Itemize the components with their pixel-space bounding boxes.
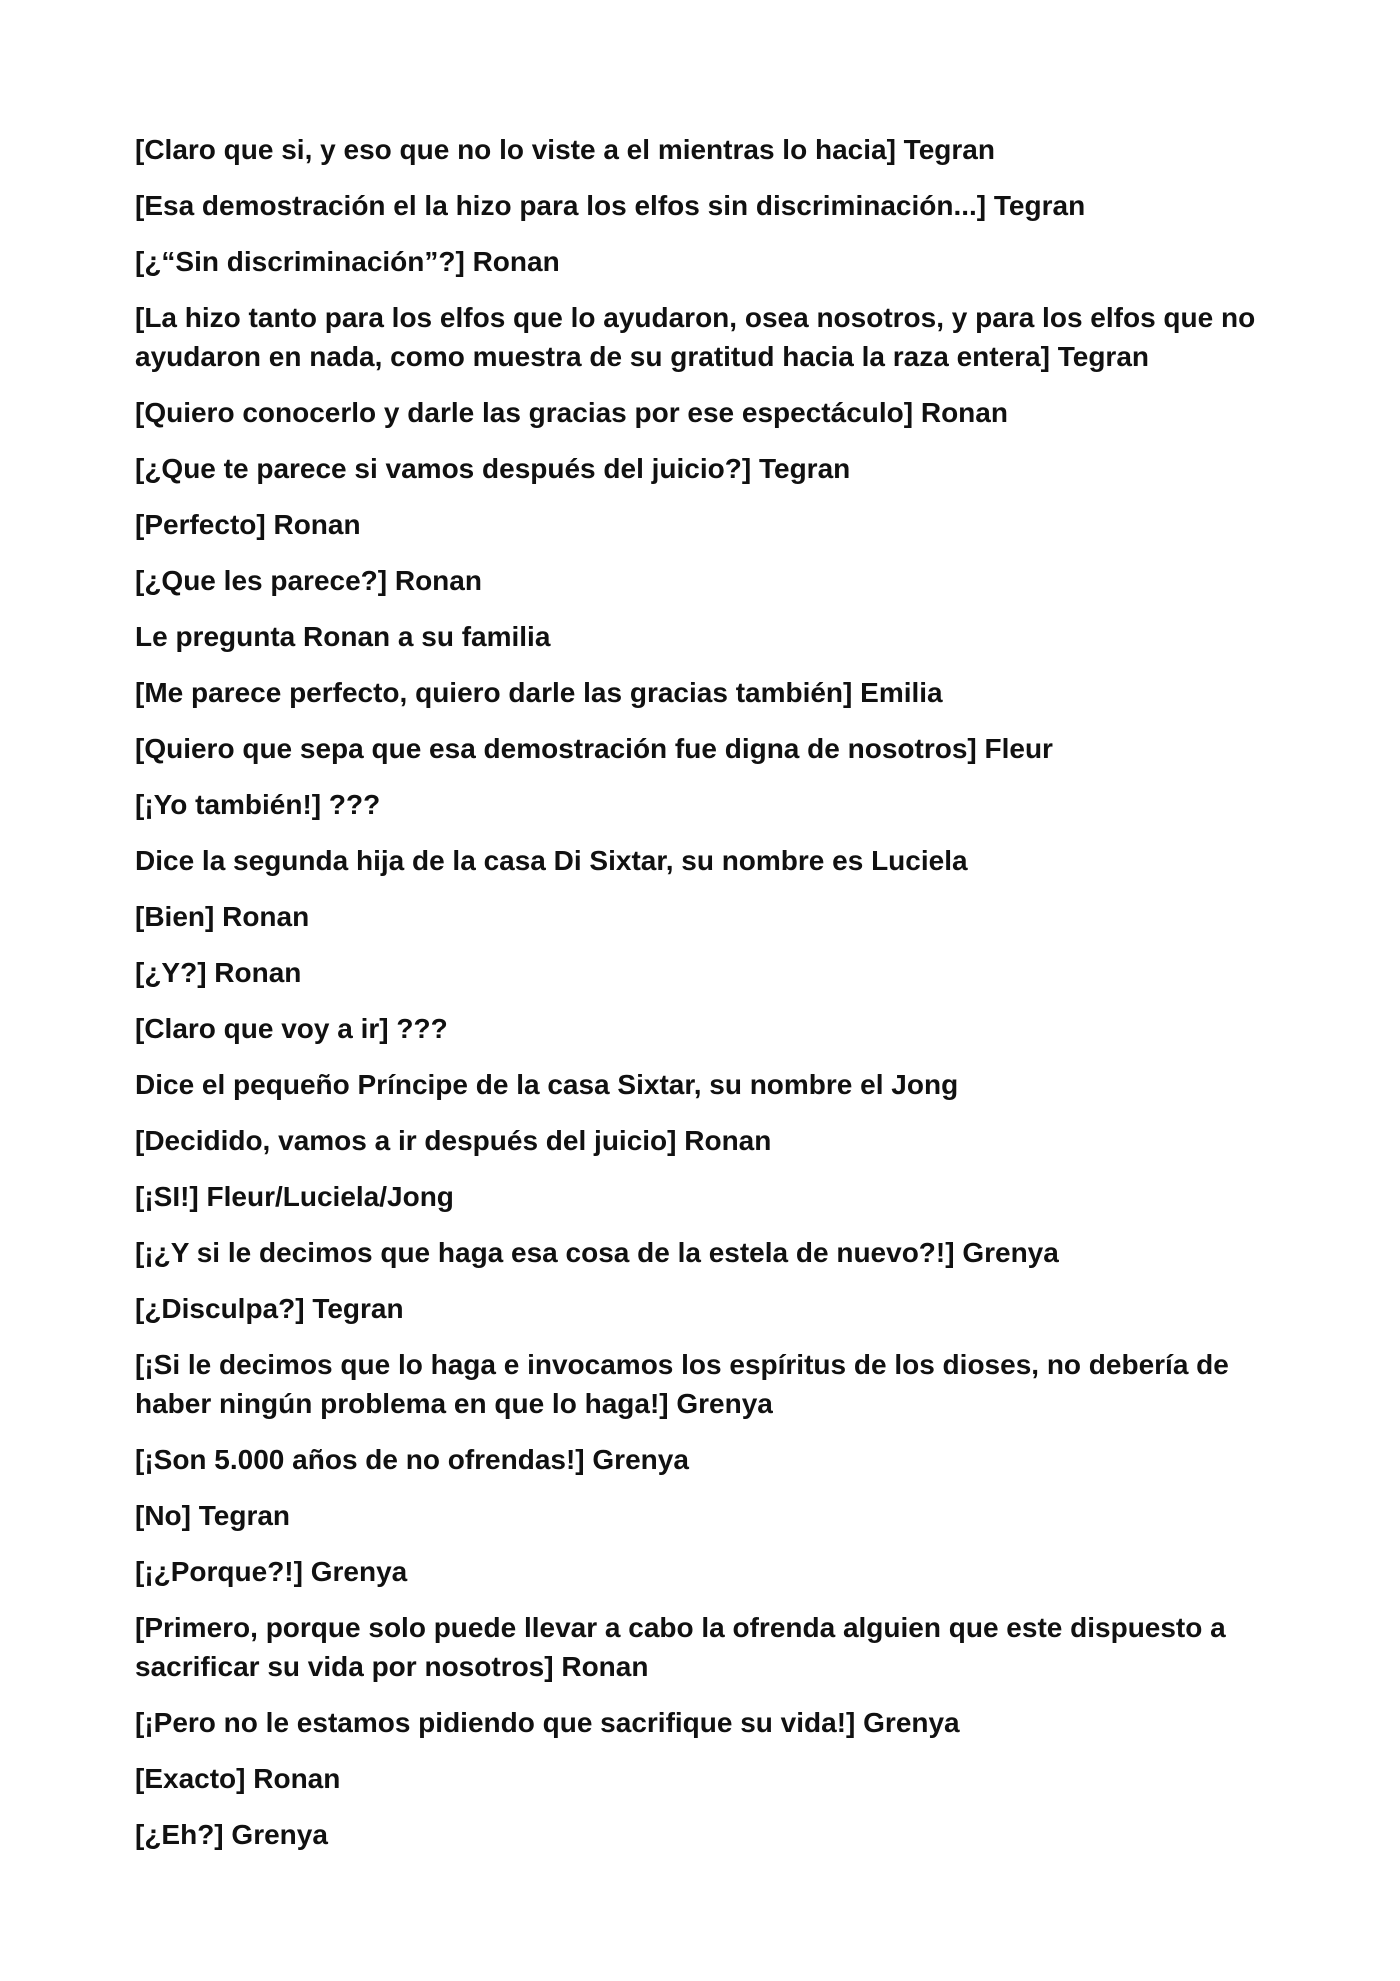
text-line: [No] Tegran — [135, 1500, 291, 1531]
text-line: [¡SI!] Fleur/Luciela/Jong — [135, 1181, 454, 1212]
text-line: [¿Y?] Ronan — [135, 957, 302, 988]
text-line: [Claro que si, y eso que no lo viste a el mientras lo hacia] Tegran — [135, 134, 995, 165]
text-line: [¿Que les parece?] Ronan — [135, 565, 482, 596]
text-line: [¿Que te parece si vamos después del juicio?] Tegran — [135, 453, 851, 484]
text-line: [Claro que voy a ir] ??? — [135, 1013, 448, 1044]
text-line: Dice el pequeño Príncipe de la casa Sixtar, su nombre el Jong — [135, 1069, 959, 1100]
dialogue-text — [135, 130, 1270, 1871]
text-line: [Me parece perfecto, quiero darle las gracias también] Emilia — [135, 677, 943, 708]
text-line: [Exacto] Ronan — [135, 1763, 341, 1794]
text-line: [¡Son 5.000 años de no ofrendas!] Grenya — [135, 1444, 689, 1475]
text-line: [¡¿Y si le decimos que haga esa cosa de la estela de nuevo?!] Grenya — [135, 1237, 1059, 1268]
text-line: [Bien] Ronan — [135, 901, 310, 932]
text-line: [¿“Sin discriminación”?] Ronan — [135, 246, 560, 277]
text-line: [¡Si le decimos que lo haga e invocamos los espíritus de los dioses, no debería de haber ningún problema en que lo haga!] Grenya — [135, 1349, 1229, 1419]
text-line: [Decidido, vamos a ir después del juicio] Ronan — [135, 1125, 772, 1156]
text-line: [Esa demostración el la hizo para los elfos sin discriminación...] Tegran — [135, 190, 1086, 221]
text-line: [¿Disculpa?] Tegran — [135, 1293, 404, 1324]
text-line: [Quiero conocerlo y darle las gracias por ese espectáculo] Ronan — [135, 397, 1008, 428]
text-line: [¿Eh?] Grenya — [135, 1819, 328, 1850]
text-line: [¡¿Porque?!] Grenya — [135, 1556, 408, 1587]
text-line: [La hizo tanto para los elfos que lo ayudaron, osea nosotros, y para los elfos que no ayudaron en nada, como muestra de su gratitud hacia la raza entera] Tegran — [135, 302, 1256, 372]
text-line: [¡Yo también!] ??? — [135, 789, 381, 820]
text-line: [Perfecto] Ronan — [135, 509, 361, 540]
text-line: [Primero, porque solo puede llevar a cabo la ofrenda alguien que este dispuesto a sacrificar su vida por nosotros] Ronan — [135, 1612, 1226, 1682]
text-line: Le pregunta Ronan a su familia — [135, 621, 551, 652]
text-line: [Quiero que sepa que esa demostración fue digna de nosotros] Fleur — [135, 733, 1053, 764]
text-line: [¡Pero no le estamos pidiendo que sacrifique su vida!] Grenya — [135, 1707, 960, 1738]
text-line: Dice la segunda hija de la casa Di Sixtar, su nombre es Luciela — [135, 845, 968, 876]
